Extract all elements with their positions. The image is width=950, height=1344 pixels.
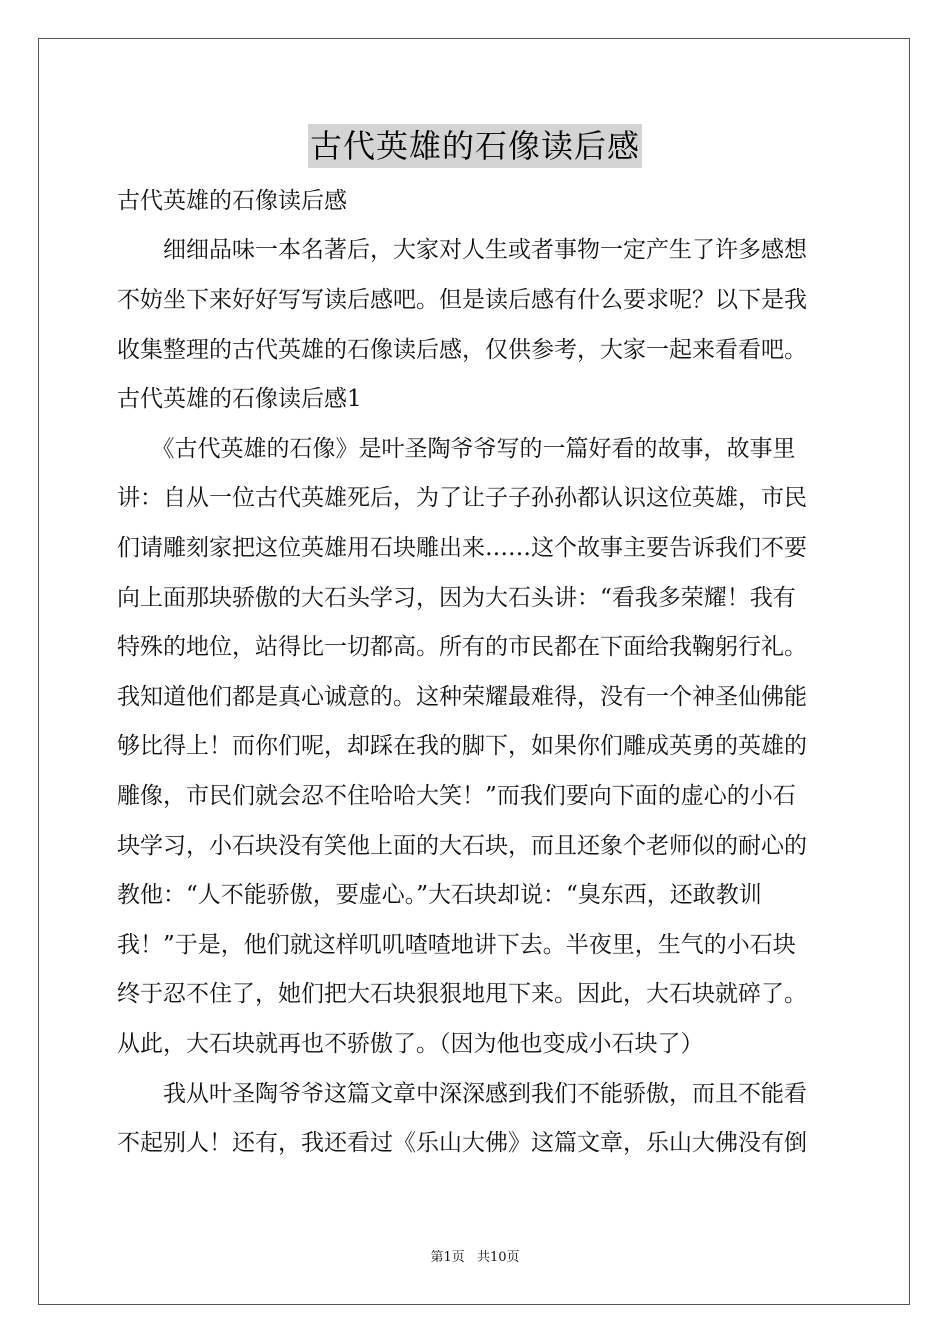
text-line: 不起别人！还有，我还看过《乐山大佛》这篇文章，乐山大佛没有倒: [117, 1130, 807, 1156]
text-line: 收集整理的古代英雄的石像读后感，仅供参考，大家一起来看看吧。: [117, 337, 807, 363]
page-footer: [0, 1246, 950, 1265]
text-line: 教他：“人不能骄傲，要虚心。”大石块却说：“臭东西，还敢教训: [117, 882, 762, 908]
text-line: 终于忍不住了，她们把大石块狠狠地甩下来。因此，大石块就碎了。: [117, 981, 807, 1007]
text-line: 雕像，市民们就会忍不住哈哈大笑！”而我们要向下面的虚心的小石: [117, 783, 796, 809]
document-title: 古代英雄的石像读后感: [308, 124, 642, 168]
text-line: 细细品味一本名著后，大家对人生或者事物一定产生了许多感想: [117, 237, 807, 263]
text-line: 《古代英雄的石像》是叶圣陶爷爷写的一篇好看的故事，故事里: [117, 436, 796, 462]
page-number: 第1页: [430, 1250, 465, 1265]
text-line: 从此，大石块就再也不骄傲了。（因为他也变成小石块了）: [117, 1031, 704, 1057]
text-line: 不妨坐下来好好写写读后感吧。但是读后感有什么要求呢？以下是我: [117, 287, 807, 313]
text-line: 我！”于是，他们就这样叽叽喳喳地讲下去。半夜里，生气的小石块: [117, 932, 796, 958]
page-total: 共10页: [476, 1250, 520, 1265]
text-line: 古代英雄的石像读后感1: [117, 386, 362, 412]
text-line: 块学习，小石块没有笑他上面的大石块，而且还象个老师似的耐心的: [117, 833, 807, 859]
title-container: [0, 124, 950, 168]
text-line: 们请雕刻家把这位英雄用石块雕出来……这个故事主要告诉我们不要: [117, 535, 807, 561]
text-line: 向上面那块骄傲的大石头学习，因为大石头讲：“看我多荣耀！我有: [117, 585, 796, 611]
text-line: 我知道他们都是真心诚意的。这种荣耀最难得，没有一个神圣仙佛能: [117, 684, 807, 710]
text-line: 够比得上！而你们呢，却踩在我的脚下，如果你们雕成英勇的英雄的: [117, 733, 807, 759]
text-line: 古代英雄的石像读后感: [117, 188, 347, 214]
page-border: [38, 38, 910, 1305]
text-line: 讲：自从一位古代英雄死后，为了让子子孙孙都认识这位英雄，市民: [117, 485, 807, 511]
text-line: 我从叶圣陶爷爷这篇文章中深深感到我们不能骄傲，而且不能看: [117, 1081, 807, 1107]
text-line: 特殊的地位，站得比一切都高。所有的市民都在下面给我鞠躬行礼。: [117, 634, 807, 660]
